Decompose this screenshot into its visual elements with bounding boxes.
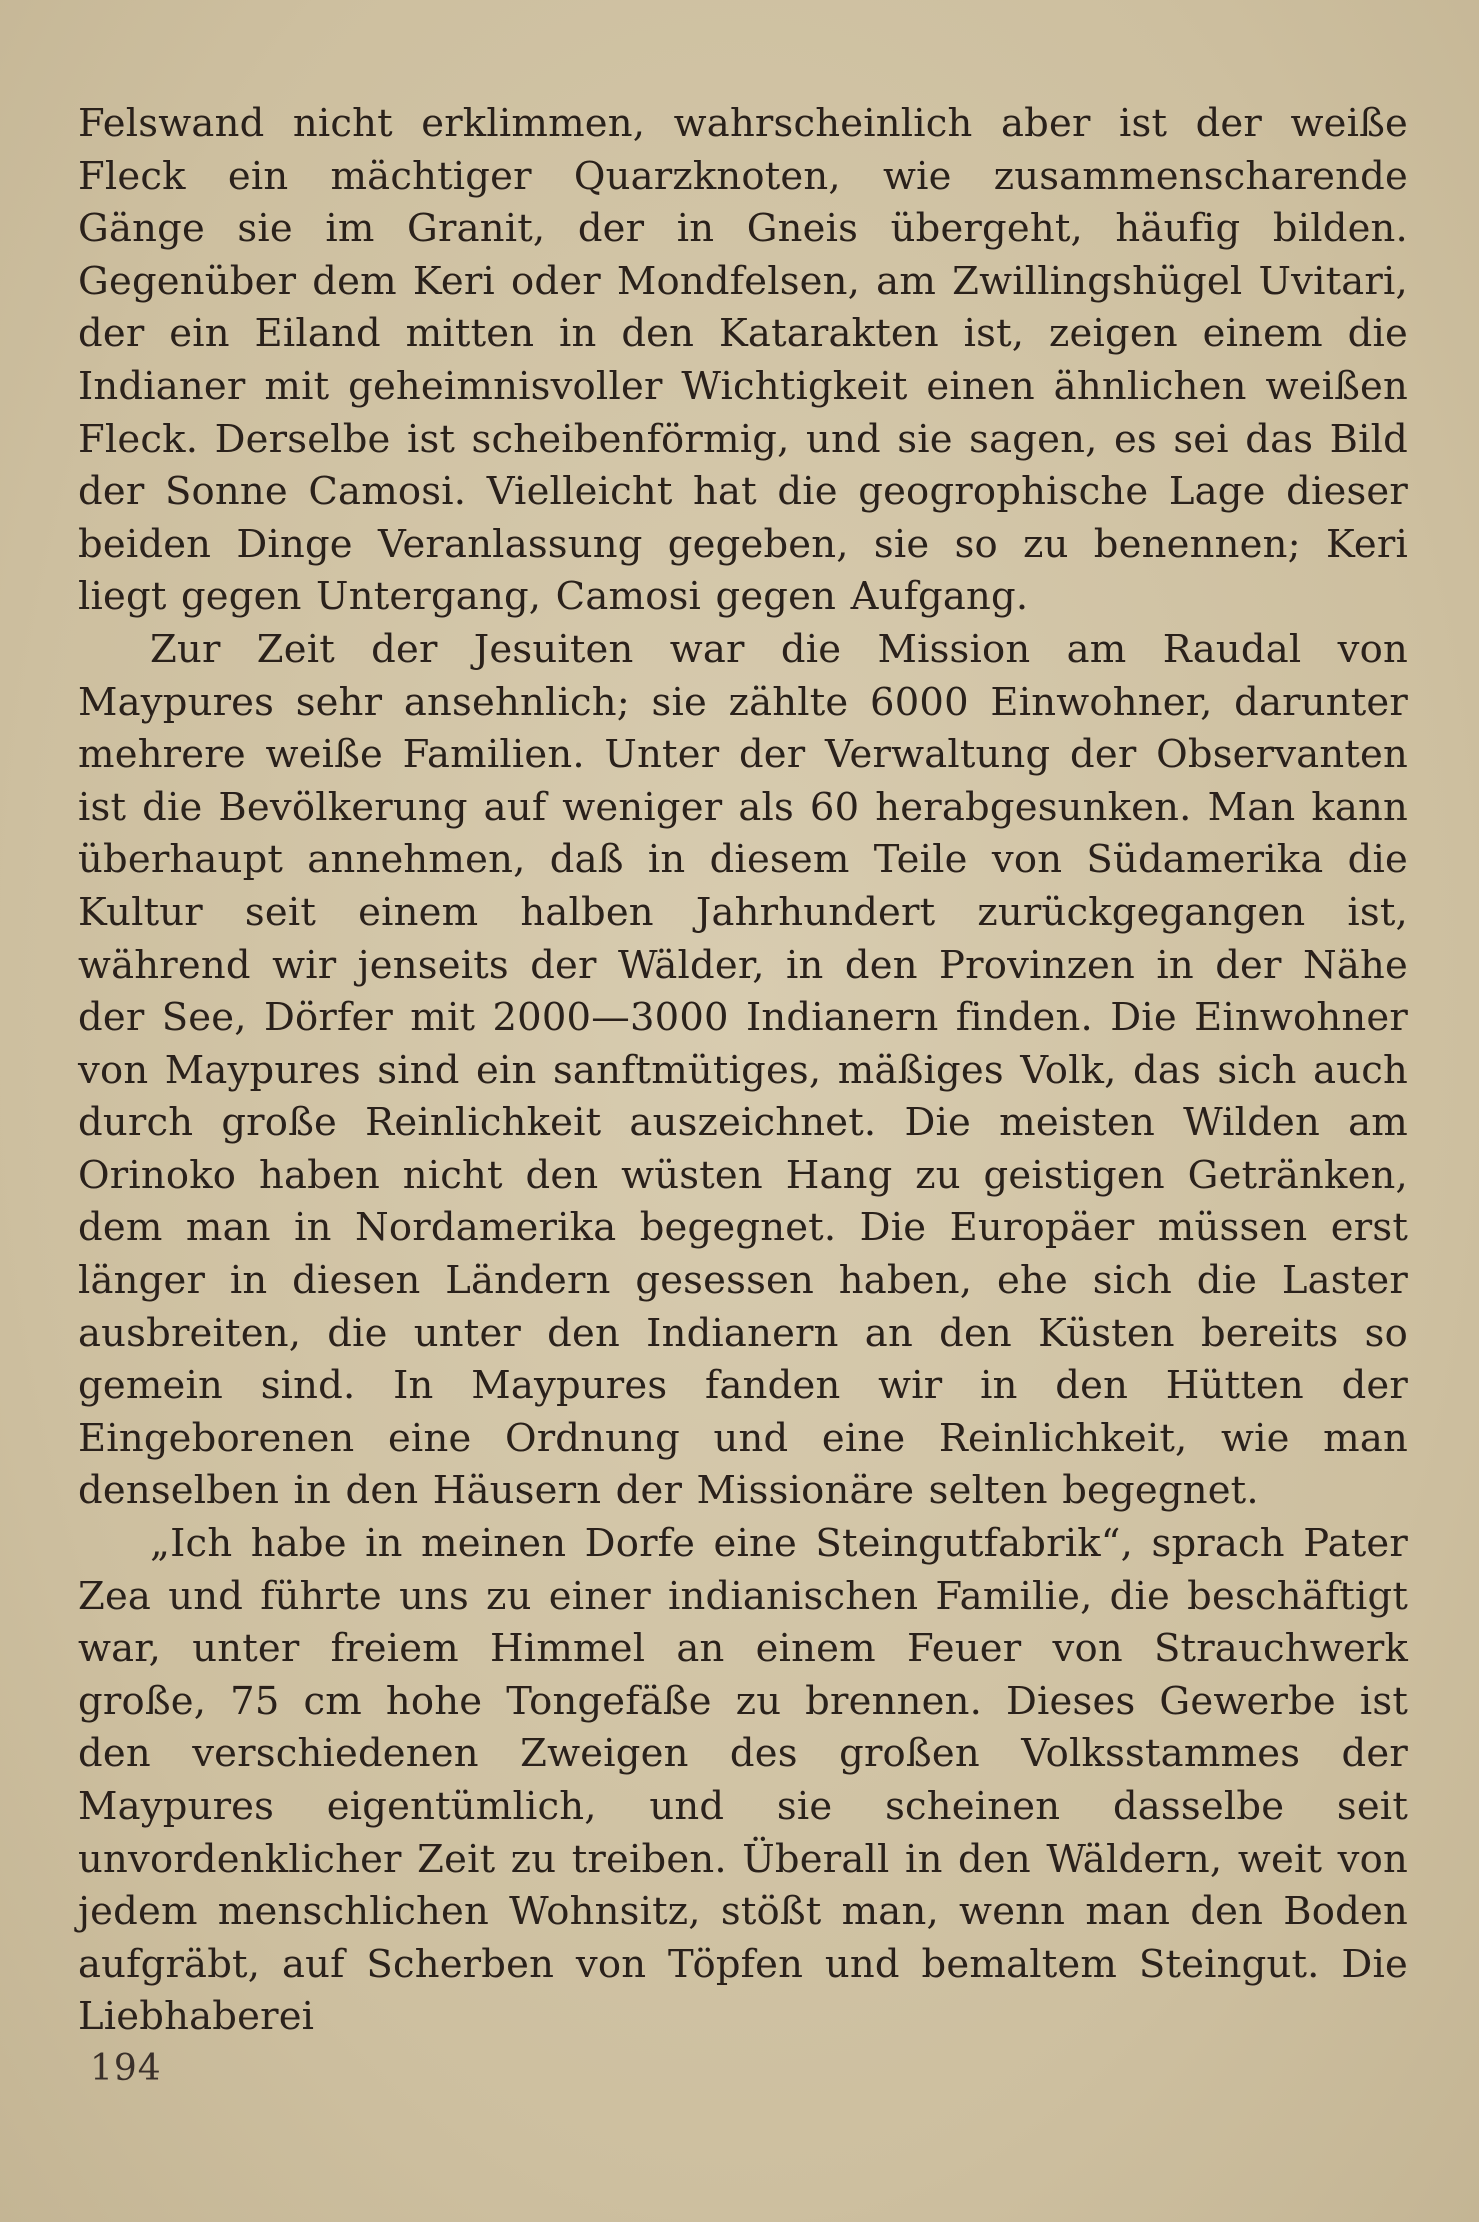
paragraph-3: „Ich habe in meinen Dorfe eine Steingutfabrik“, sprach Pater Zea und führte uns zu einer indianischen Familie, die beschäftigt war, unter freiem Himmel an einem Feuer von Strauchwerk große, 75 cm hohe Tongefäße zu brennen. Dieses Gewerbe ist den verschiedenen Zweigen des großen Volksstammes der Maypures eigentümlich, und sie scheinen dasselbe seit unvordenklicher Zeit zu treiben. Überall in den Wäldern, weit von jedem menschlichen Wohnsitz, stößt man, wenn man den Boden aufgräbt, auf Scherben von Töpfen und bemaltem Steingut. Die Liebhaberei <box>78 1521 1408 2040</box>
paragraph-2: Zur Zeit der Jesuiten war die Mission am Raudal von Maypures sehr ansehnlich; sie zählte 6000 Einwohner, darunter mehrere weiße Familien. Unter der Verwaltung der Observanten ist die Bevölkerung auf weniger als 60 herabgesunken. Man kann überhaupt annehmen, daß in diesem Teile von Südamerika die Kultur seit einem halben Jahrhundert zurückgegangen ist, während wir jenseits der Wälder, in den Provinzen in der Nähe der See, Dörfer mit 2000—3000 Indianern finden. Die Einwohner von Maypures sind ein sanftmütiges, mäßiges Volk, das sich auch durch große Reinlichkeit auszeichnet. Die meisten Wilden am Orinoko haben nicht den wüsten Hang zu geistigen Getränken, dem man in Nordamerika begegnet. Die Europäer müssen erst länger in diesen Ländern gesessen haben, ehe sich die Laster ausbreiten, die unter den Indianern an den Küsten bereits so gemein sind. In Maypures fanden wir in den Hütten der Eingeborenen eine Ordnung und eine Reinlichkeit, wie man denselben in den Häusern der Missionäre selten begegnet. <box>78 626 1408 1514</box>
page-number: 194 <box>90 2048 162 2089</box>
book-page <box>78 98 1408 2148</box>
paragraph-1: Felswand nicht erklimmen, wahrscheinlich aber ist der weiße Fleck ein mächtiger Quarzknoten, wie zusammenscharende Gänge sie im Granit, der in Gneis übergeht, häufig bilden. Gegenüber dem Keri oder Mondfelsen, am Zwillingshügel Uvitari, der ein Eiland mitten in den Katarakten ist, zeigen einem die Indianer mit geheimnisvoller Wichtigkeit einen ähnlichen weißen Fleck. Derselbe ist scheibenförmig, und sie sagen, es sei das Bild der Sonne Camosi. Vielleicht hat die geogrophische Lage dieser beiden Dinge Veranlassung gegeben, sie so zu benennen; Keri liegt gegen Untergang, Camosi gegen Aufgang. <box>78 101 1408 620</box>
